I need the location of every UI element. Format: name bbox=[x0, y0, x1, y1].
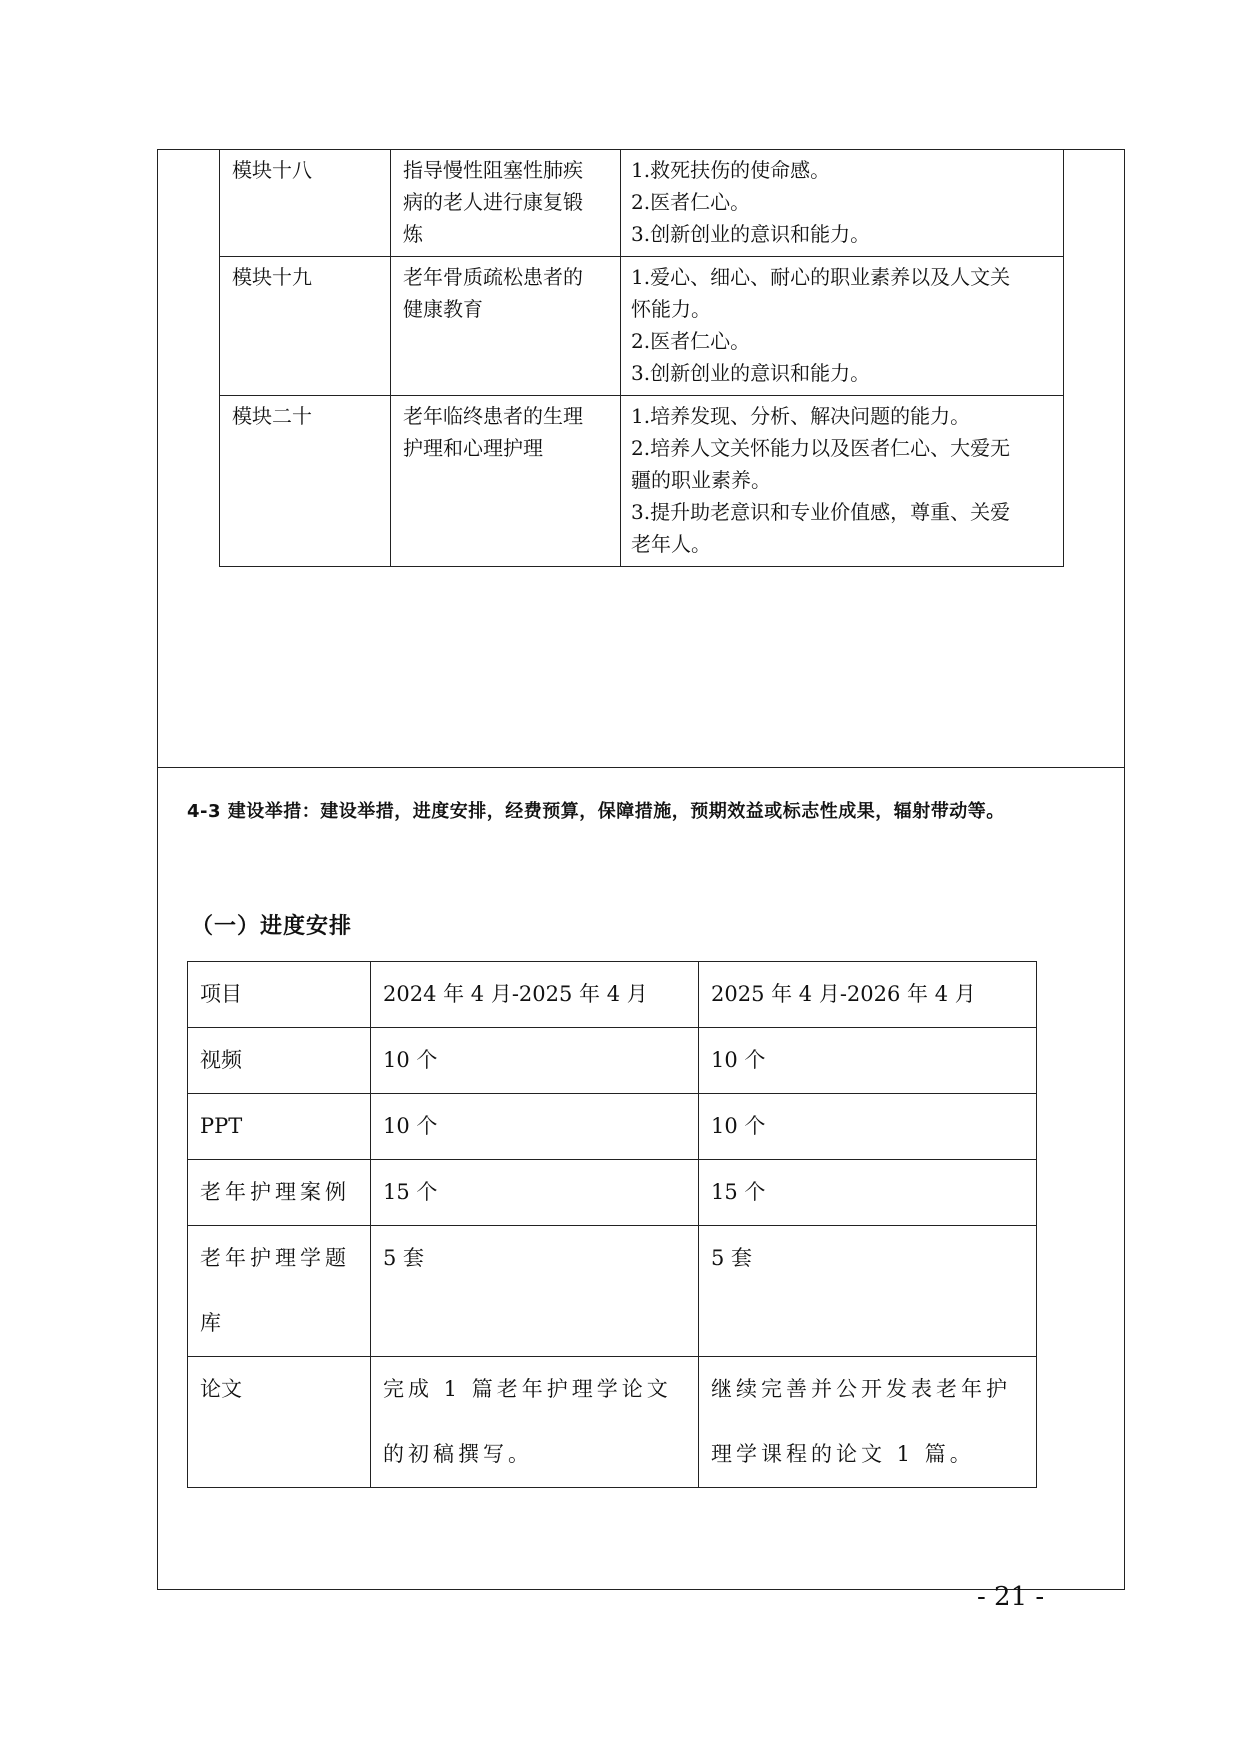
table-cell: 视频 bbox=[188, 1028, 371, 1094]
table-cell: 10 个 bbox=[371, 1028, 699, 1094]
module-name: 模块十九 bbox=[220, 257, 391, 396]
table-row bbox=[188, 1226, 1037, 1357]
header-cell: 项目 bbox=[188, 962, 371, 1028]
table-cell: 继续完善并公开发表老年护理学课程的论文 1 篇。 bbox=[699, 1357, 1037, 1488]
table-cell: 15 个 bbox=[371, 1160, 699, 1226]
table-cell: 老年护理案例 bbox=[188, 1160, 371, 1226]
table-row bbox=[188, 1357, 1037, 1488]
table-cell: PPT bbox=[188, 1094, 371, 1160]
header-cell: 2025 年 4 月-2026 年 4 月 bbox=[699, 962, 1037, 1028]
table-cell: 完成 1 篇老年护理学论文的初稿撰写。 bbox=[371, 1357, 699, 1488]
section-divider bbox=[157, 767, 1125, 768]
table-header-row bbox=[188, 962, 1037, 1028]
module-topic: 老年骨质疏松患者的 健康教育 bbox=[391, 257, 621, 396]
table-row bbox=[220, 150, 1064, 257]
table-row bbox=[220, 396, 1064, 567]
header-cell: 2024 年 4 月-2025 年 4 月 bbox=[371, 962, 699, 1028]
module-name: 模块二十 bbox=[220, 396, 391, 567]
page-number: - 21 - bbox=[977, 1582, 1045, 1612]
table-cell: 10 个 bbox=[699, 1094, 1037, 1160]
subsection-title: （一）进度安排 bbox=[191, 914, 353, 939]
table-cell: 10 个 bbox=[699, 1028, 1037, 1094]
module-table bbox=[219, 149, 1064, 567]
table-row bbox=[220, 257, 1064, 396]
module-goals: 1.培养发现、分析、解决问题的能力。 2.培养人文关怀能力以及医者仁心、大爱无 疆的职业素养。 3.提升助老意识和专业价值感，尊重、关爱 老年人。 bbox=[621, 396, 1064, 567]
table-cell: 5 套 bbox=[371, 1226, 699, 1357]
module-name: 模块十八 bbox=[220, 150, 391, 257]
section-heading: 4-3 建设举措：建设举措，进度安排，经费预算，保障措施，预期效益或标志性成果，辐射带动等。 bbox=[187, 801, 1005, 822]
table-row bbox=[188, 1094, 1037, 1160]
schedule-table bbox=[187, 961, 1037, 1488]
table-row bbox=[188, 1160, 1037, 1226]
table-cell: 5 套 bbox=[699, 1226, 1037, 1357]
table-cell: 15 个 bbox=[699, 1160, 1037, 1226]
table-cell: 老年护理学题库 bbox=[188, 1226, 371, 1357]
module-topic: 老年临终患者的生理 护理和心理护理 bbox=[391, 396, 621, 567]
table-cell: 10 个 bbox=[371, 1094, 699, 1160]
table-row bbox=[188, 1028, 1037, 1094]
module-goals: 1.救死扶伤的使命感。 2.医者仁心。 3.创新创业的意识和能力。 bbox=[621, 150, 1064, 257]
module-topic: 指导慢性阻塞性肺疾 病的老人进行康复锻 炼 bbox=[391, 150, 621, 257]
module-goals: 1.爱心、细心、耐心的职业素养以及人文关 怀能力。 2.医者仁心。 3.创新创业的意识和能力。 bbox=[621, 257, 1064, 396]
table-cell: 论文 bbox=[188, 1357, 371, 1488]
